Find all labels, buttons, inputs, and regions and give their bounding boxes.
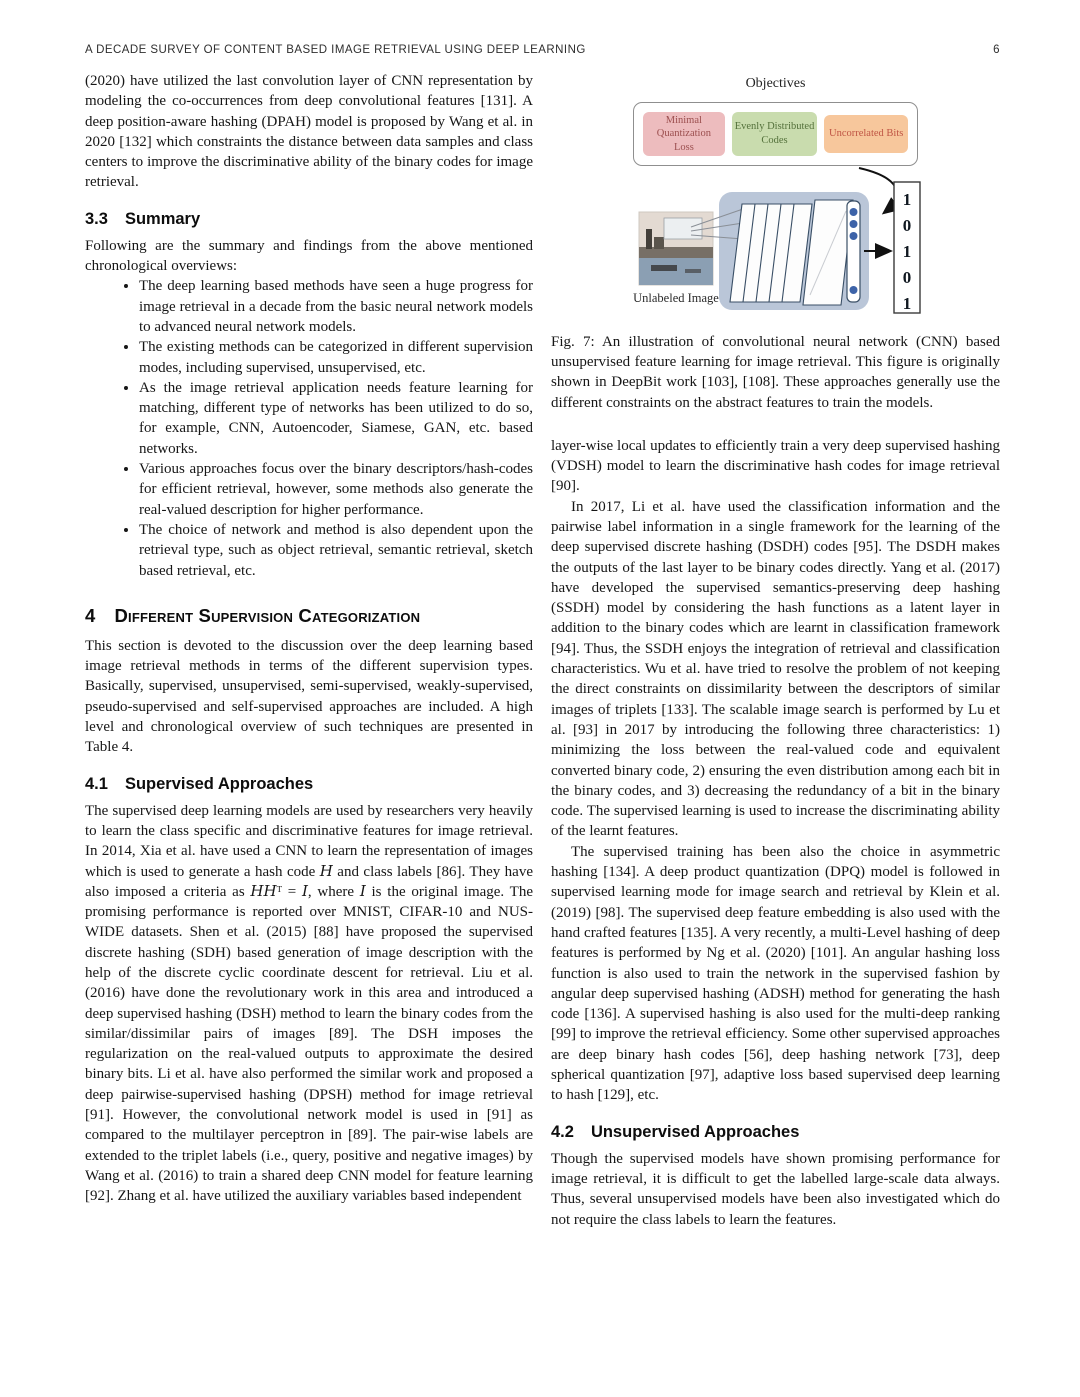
running-header [85, 44, 1000, 56]
objectives-label: Objectives [745, 76, 806, 91]
objectives-box [633, 102, 918, 166]
section-title: Summary [124, 209, 201, 228]
section-number: 4 [85, 604, 96, 626]
two-column-body [85, 71, 1000, 1230]
binary-code-box [894, 182, 920, 313]
left-column [85, 71, 533, 1230]
figure-7 [551, 71, 1000, 413]
unit-dot [850, 286, 858, 294]
paragraph-supervised: The supervised deep learning models are used by researchers very heavily to learn the class specific and discriminative features for image retrieval. In 2014, Xia et al. have used a CNN to learn the representation of images which is used to generate a hash code 𝐻 and class labels [86]. They have also imposed a criteria as 𝐻𝐻ᵀ = 𝐼, where 𝐼 is the original image. The promising performance is reported over MNIST, CIFAR-10 and NUS-WIDE datasets. Shen et al. (2015) [88] have proposed the supervised discrete hashing (SDH) based generation of image description with the help of the discrete cyclic coordinate descent for retrieval. Liu et al. (2016) have done the revolutionary work in this area and introduced a deep supervised hashing (DSH) method to learn the binary codes from the similar/dissimilar pairs of images [89]. The DSH imposes the regularization on the real-valued outputs to approximate the desired binary bits. Li et al. have also performed the similar work and proposed a deep pairwise-supervised hashing (DPSH) method for image retrieval [91]. However, the convolutional network model is used in [91] as compared to the multilayer perceptron in [89]. The pair-wise labels are extended to the triplet labels (i.e., query, positive and negative images) by Wang et al. (2016) to train a shared deep CNN model for feature learning [92]. Zhang et al. have utilized the auxiliary variables based independent [85, 802, 533, 1205]
objective-evenly-distributed-codes: Evenly Distributed Codes [732, 112, 818, 156]
summary-bullet-list [85, 276, 533, 580]
paragraph-summary-intro: Following are the summary and findings from the above mentioned chronological overviews: [85, 237, 533, 275]
paragraph-dsdh-ssdh: In 2017, Li et al. have used the classification information and the pairwise label information in a single framework for the learning of the deep supervised discrete hashing (DSDH) codes [95]. The DSDH makes the outputs of the last layer to be binary codes directly. Yang et al. (2017) have developed the supervised semantics-preserving deep hashing (SSDH) model by considering the hash functions as a latent layer in addition to the binary codes which are learnt in classification framework [94]. Thus, the SSDH enjoys the integration of retrieval and classification characteristics. Wu et al. have tried to resolve the problem of not keeping the direct constraints on dissimilarity between the descriptors of similar images of triplets [133]. The scalable image search is performed by Lu et al. [93] in 2017 by introducing the following three characteristics: 1) minimizing the loss between the real-valued code and equivalent converted binary code, 2) ensuring the even distribution among each bit in the binary codes, and 3) decreasing the redundancy of a bit in the binary code. The supervised learning is used to increase the discriminating ability of the learnt features. [551, 498, 1000, 840]
binary-bit: 0 [902, 216, 912, 235]
binary-bit: 0 [902, 268, 912, 287]
binary-bit: 1 [902, 190, 912, 209]
section-heading-4-2 [551, 1123, 1000, 1142]
bullet-item: • The existing methods can be categorized in different supervision modes, including supervised, unsupervised, etc. [139, 337, 533, 378]
figure-7-diagram [551, 71, 1001, 323]
section-title: Different Supervision Categorization [114, 604, 421, 626]
section-heading-4 [85, 605, 533, 627]
paragraph-supervised-training: The supervised training has been also the choice in asymmetric hashing [134]. A deep product quantization (DPQ) model is followed in supervised learning mode for image search and retrieval by Klein et al. (2019) [98]. The supervised deep feature embedding is also used with the hand crafted features [135]. A very recently, a multi-Level hashing of deep features is performed by Ng et al. (2020) [101]. An angular hashing loss function is also used to train the network in the supervised fashion by angular deep supervised hashing (ADSH) method for generating the hash code [136]. A supervised hashing is also used for the multi-deep ranking [99] to improve the retrieval efficiency. Some other supervised approaches are deep binary hash codes [56], deep hashing network [73], deep spherical quantization [97], adaptive loss based supervised deep learning to hash [129], etc. [551, 843, 1000, 1104]
objective-minimal-quantization-loss: Minimal Quantization Loss [643, 112, 725, 156]
bullet-item: • Various approaches focus over the binary descriptors/hash-codes for efficient retrieval, however, some methods also generate the real-valued description for higher performance. [139, 459, 533, 520]
unit-dot [850, 220, 858, 228]
section-number: 4.1 [85, 774, 108, 793]
unit-dot [850, 208, 858, 216]
objective-uncorrelated-bits: Uncorrelated Bits [824, 115, 908, 153]
feature-map-planes [730, 200, 853, 305]
page-number: 6 [993, 44, 1000, 56]
paragraph-section-4: This section is devoted to the discussion over the deep learning based image retrieval methods in terms of the different supervision types. Basically, supervised, unsupervised, semi-supervised, weakly-supervised, pseudo-supervised and self-supervised approaches are included. A high level and chronological overview of such techniques are presented in Table 4. [85, 637, 533, 756]
section-heading-3-3 [85, 210, 533, 229]
unlabeled-image-label: Unlabeled Image [633, 291, 719, 305]
paragraph-unsupervised: Though the supervised models have shown promising performance for image retrieval, it is difficult to get the labelled large-scale data always. Thus, several unsupervised models have been also investigated which do not require the class labels to learn the features. [551, 1150, 1000, 1228]
section-title: Supervised Approaches [124, 774, 314, 793]
running-title: A DECADE SURVEY OF CONTENT BASED IMAGE RETRIEVAL USING DEEP LEARNING [85, 44, 586, 56]
unit-dot [850, 232, 858, 240]
bullet-item: • The choice of network and method is also dependent upon the retrieval type, such as object retrieval, semantic retrieval, sketch based retrieval, etc. [139, 520, 533, 581]
right-column [551, 71, 1000, 1230]
section-title: Unsupervised Approaches [590, 1122, 800, 1141]
hash-layer-bar [847, 201, 860, 302]
paragraph-dpah: (2020) have utilized the last convolution layer of CNN representation by modeling the co-occurrences from deep convolutional features [131]. A deep position-aware hashing (DPAH) model is proposed by Wang et al. in 2020 [132] which constraints the distance between data samples and class centers to improve the discriminative ability of the binary codes for image retrieval. [85, 73, 533, 191]
bullet-item: • The deep learning based methods have seen a huge progress for image retrieval in a decade from the basic neural network models to advanced neural network models. [139, 276, 533, 337]
paragraph-vdsh: layer-wise local updates to efficiently train a very deep supervised hashing (VDSH) model to learn the discriminative hash codes for image retrieval [90]. [551, 437, 1000, 495]
figure-7-caption: Fig. 7: An illustration of convolutional neural network (CNN) based unsupervised feature learning for image retrieval. This figure is originally shown in DeepBit work [103], [108]. These approaches generally use the different constraints on the abstract features to train the models. [551, 334, 1000, 411]
section-heading-4-1 [85, 775, 533, 794]
binary-bit: 1 [902, 294, 912, 313]
bullet-item: • As the image retrieval application needs feature learning for matching, different type of networks has been utilized to do so, for example, CNN, Autoencoder, Siamese, GAN, etc. based networks. [139, 378, 533, 459]
section-number: 4.2 [551, 1122, 574, 1141]
section-number: 3.3 [85, 209, 108, 228]
binary-bit: 1 [902, 242, 912, 261]
